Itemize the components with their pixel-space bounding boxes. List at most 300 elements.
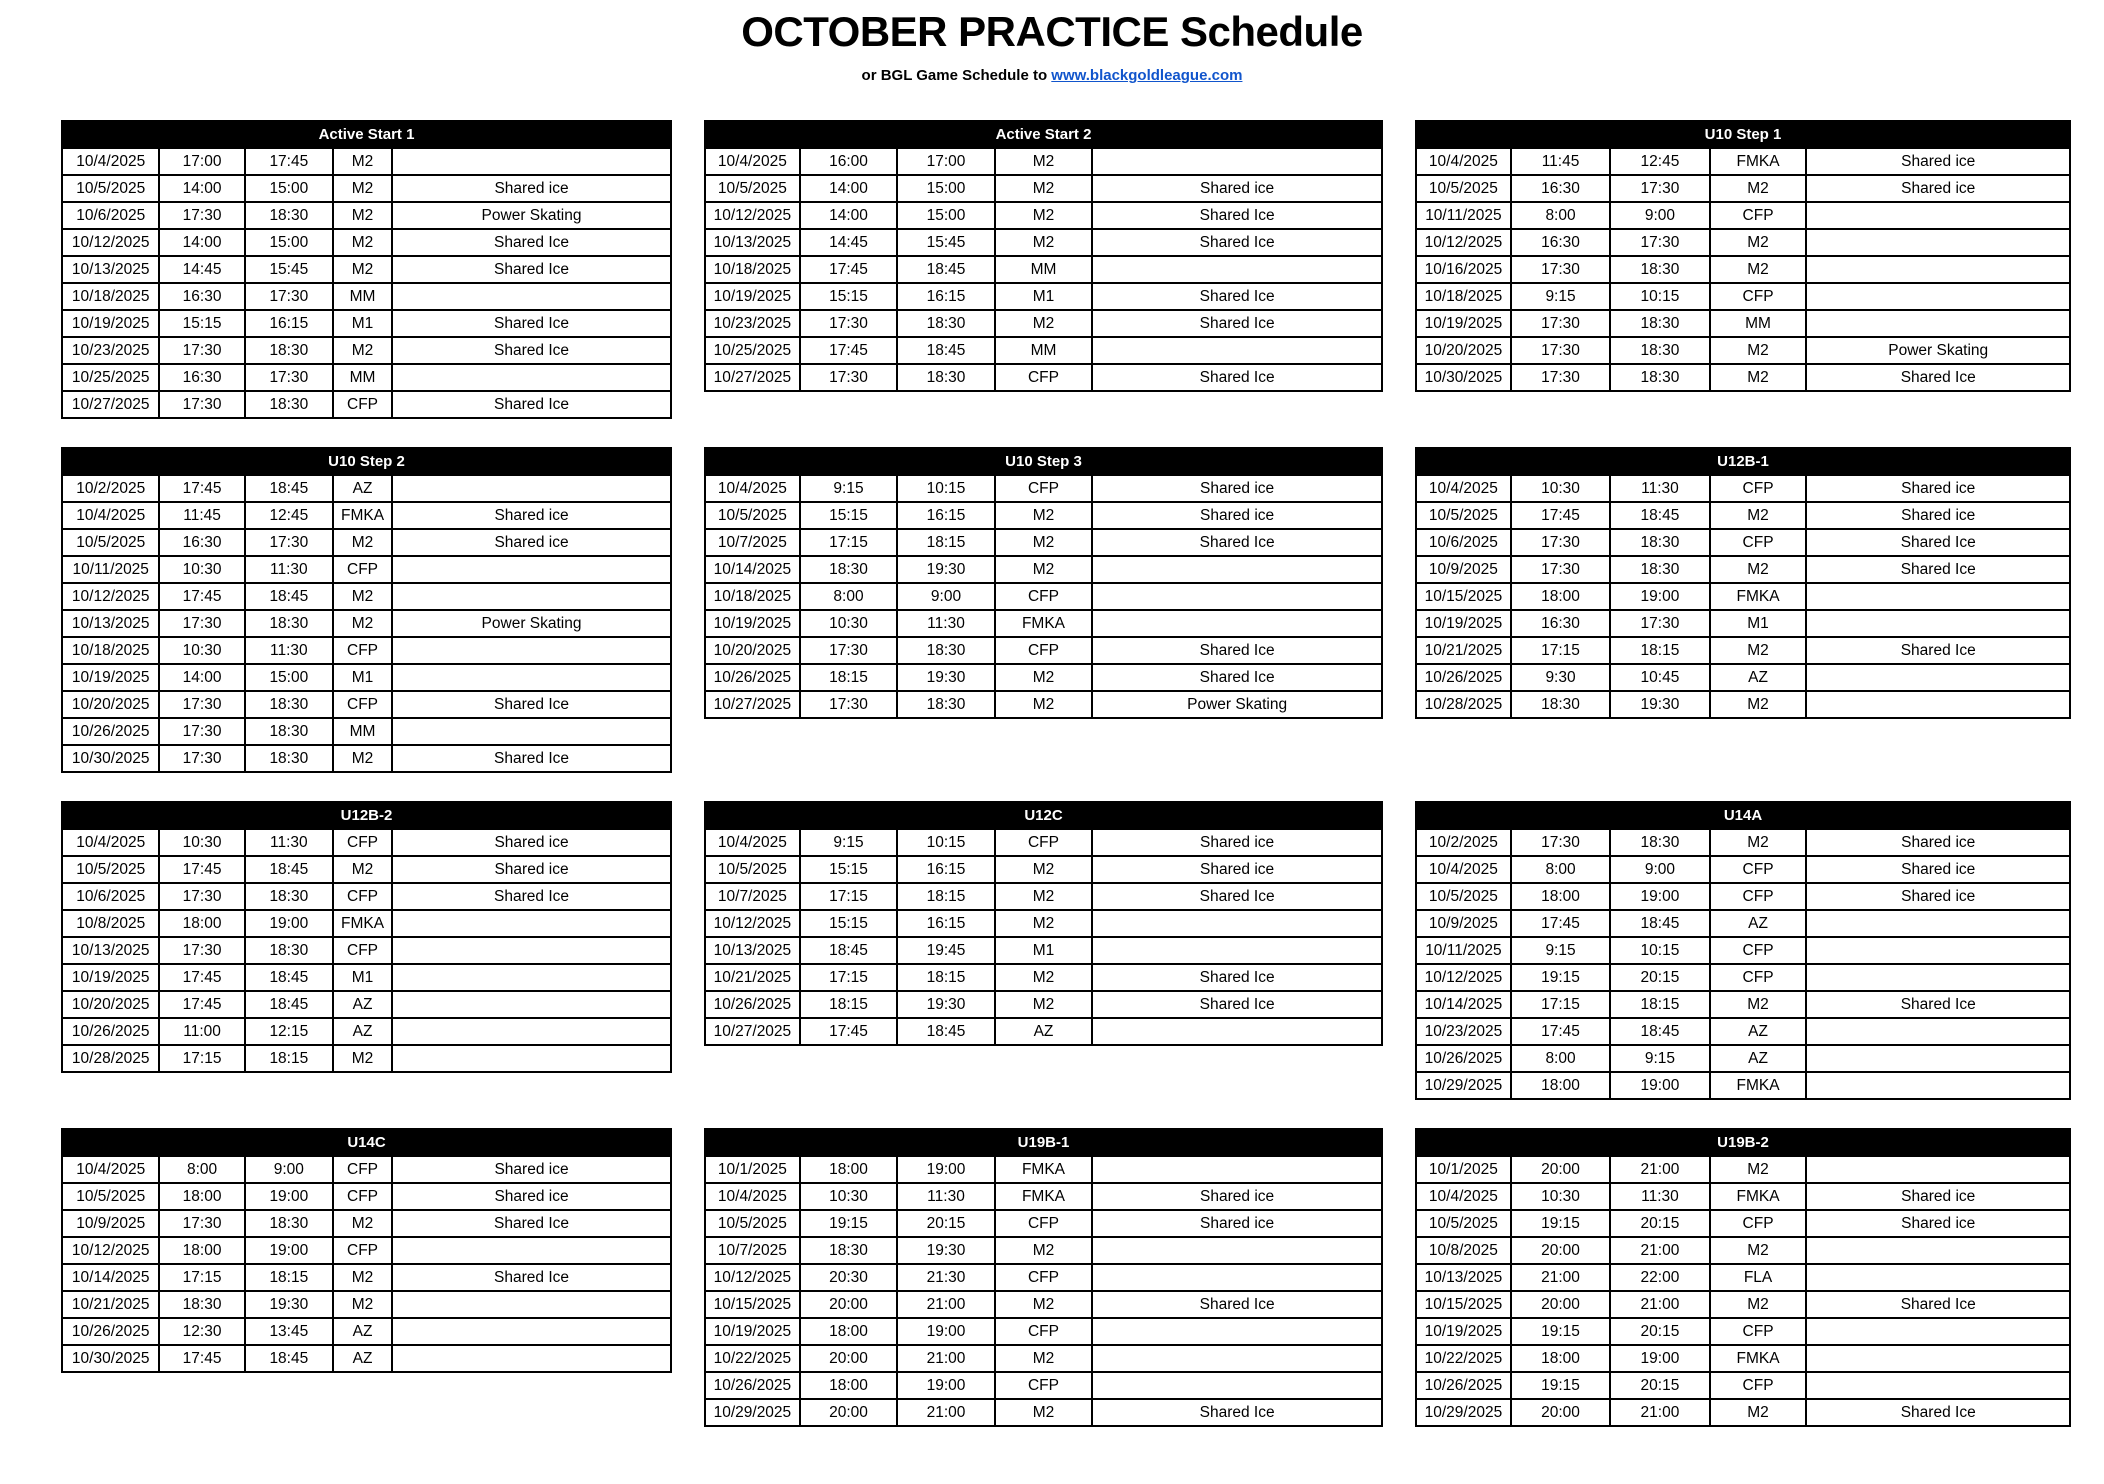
date-cell: 10/7/2025 [705,529,800,556]
start-time-cell: 10:30 [800,1183,897,1210]
end-time-cell: 19:00 [1610,883,1709,910]
start-time-cell: 14:45 [800,229,897,256]
date-cell: 10/15/2025 [1416,583,1511,610]
end-time-cell: 18:30 [1610,529,1709,556]
start-time-cell: 20:00 [800,1291,897,1318]
team-schedule-table [704,1128,1383,1427]
date-cell: 10/28/2025 [1416,691,1511,718]
note-cell [1806,1237,2070,1264]
end-time-cell: 19:00 [245,910,333,937]
note-cell: Shared Ice [392,337,671,364]
end-time-cell: 16:15 [897,856,994,883]
start-time-cell: 17:30 [1511,529,1610,556]
team-header-row [62,1129,671,1156]
note-cell: Shared Ice [392,1210,671,1237]
rink-cell: M2 [333,745,392,772]
schedule-row [1416,148,2070,175]
start-time-cell: 21:00 [1511,1264,1610,1291]
rink-cell: FMKA [333,502,392,529]
start-time-cell: 14:45 [159,256,244,283]
schedule-row [705,1372,1382,1399]
date-cell: 10/23/2025 [62,337,159,364]
start-time-cell: 20:00 [1511,1237,1610,1264]
rink-cell: FLA [1710,1264,1807,1291]
date-cell: 10/29/2025 [705,1399,800,1426]
date-cell: 10/19/2025 [705,1318,800,1345]
date-cell: 10/22/2025 [705,1345,800,1372]
date-cell: 10/26/2025 [1416,1372,1511,1399]
note-cell [1092,1318,1382,1345]
date-cell: 10/13/2025 [62,256,159,283]
date-cell: 10/20/2025 [62,691,159,718]
schedule-row [62,1045,671,1072]
note-cell: Shared ice [1092,1210,1382,1237]
team-schedule-table [61,447,672,773]
end-time-cell: 18:15 [1610,637,1709,664]
note-cell: Shared Ice [1092,310,1382,337]
rink-cell: M2 [995,1399,1092,1426]
note-cell: Shared ice [1806,475,2070,502]
rink-cell: AZ [333,1318,392,1345]
date-cell: 10/11/2025 [62,556,159,583]
rink-cell: M2 [995,229,1092,256]
start-time-cell: 9:15 [800,829,897,856]
rink-cell: M2 [333,148,392,175]
end-time-cell: 18:15 [245,1045,333,1072]
start-time-cell: 20:00 [1511,1399,1610,1426]
note-cell: Shared Ice [1806,364,2070,391]
schedule-row [62,829,671,856]
note-cell: Shared ice [1092,475,1382,502]
rink-cell: M2 [333,1264,392,1291]
schedule-row [1416,1183,2070,1210]
schedule-row [1416,337,2070,364]
schedule-row [1416,1318,2070,1345]
start-time-cell: 17:45 [800,1018,897,1045]
rink-cell: M2 [1710,556,1807,583]
team-schedule-table [704,120,1383,392]
end-time-cell: 16:15 [245,310,333,337]
rink-cell: CFP [1710,856,1807,883]
rink-cell: M2 [995,1345,1092,1372]
rink-cell: AZ [1710,1018,1807,1045]
rink-cell: M2 [995,502,1092,529]
start-time-cell: 18:15 [800,991,897,1018]
end-time-cell: 18:15 [897,964,994,991]
schedule-row [1416,991,2070,1018]
note-cell: Shared ice [1092,1183,1382,1210]
schedule-row [705,583,1382,610]
end-time-cell: 9:15 [1610,1045,1709,1072]
rink-cell: M2 [1710,502,1807,529]
end-time-cell: 18:45 [245,964,333,991]
rink-cell: M2 [995,691,1092,718]
league-schedule-link[interactable]: www.blackgoldleague.com [1051,67,1243,85]
start-time-cell: 17:30 [159,1210,244,1237]
team-schedule-table [1415,801,2071,1100]
date-cell: 10/25/2025 [62,364,159,391]
rink-cell: CFP [333,1156,392,1183]
rink-cell: FMKA [333,910,392,937]
end-time-cell: 20:15 [1610,1318,1709,1345]
note-cell [392,364,671,391]
start-time-cell: 17:30 [1511,829,1610,856]
schedule-row [1416,556,2070,583]
schedule-row [62,364,671,391]
end-time-cell: 15:00 [245,175,333,202]
start-time-cell: 12:30 [159,1318,244,1345]
schedule-row [62,1264,671,1291]
schedule-row [705,229,1382,256]
end-time-cell: 18:45 [897,1018,994,1045]
note-cell: Shared ice [1806,502,2070,529]
rink-cell: AZ [333,991,392,1018]
rink-cell: M2 [1710,637,1807,664]
team-name-header: U10 Step 1 [1416,121,2070,148]
schedule-row [62,1291,671,1318]
end-time-cell: 18:45 [245,991,333,1018]
end-time-cell: 21:00 [897,1399,994,1426]
schedule-row [62,964,671,991]
date-cell: 10/4/2025 [62,148,159,175]
end-time-cell: 9:00 [897,583,994,610]
team-name-header: Active Start 1 [62,121,671,148]
date-cell: 10/5/2025 [62,175,159,202]
rink-cell: CFP [995,583,1092,610]
note-cell [392,583,671,610]
start-time-cell: 17:30 [1511,256,1610,283]
end-time-cell: 21:00 [897,1345,994,1372]
date-cell: 10/20/2025 [1416,337,1511,364]
end-time-cell: 18:30 [245,337,333,364]
date-cell: 10/25/2025 [705,337,800,364]
rink-cell: CFP [995,1318,1092,1345]
note-cell: Shared Ice [1092,883,1382,910]
start-time-cell: 17:30 [800,364,897,391]
end-time-cell: 16:15 [897,502,994,529]
start-time-cell: 17:45 [159,475,244,502]
start-time-cell: 17:15 [1511,991,1610,1018]
date-cell: 10/26/2025 [1416,1045,1511,1072]
note-cell [1092,583,1382,610]
start-time-cell: 17:45 [1511,910,1610,937]
end-time-cell: 20:15 [1610,964,1709,991]
start-time-cell: 17:30 [1511,364,1610,391]
rink-cell: CFP [1710,1210,1807,1237]
note-cell: Shared ice [392,1183,671,1210]
rink-cell: CFP [333,883,392,910]
team-name-header: U14C [62,1129,671,1156]
rink-cell: M2 [1710,829,1807,856]
end-time-cell: 18:30 [897,310,994,337]
rink-cell: MM [333,283,392,310]
start-time-cell: 20:30 [800,1264,897,1291]
note-cell: Shared ice [1806,1183,2070,1210]
schedule-row [62,910,671,937]
date-cell: 10/11/2025 [1416,937,1511,964]
end-time-cell: 16:15 [897,910,994,937]
rink-cell: M2 [333,256,392,283]
start-time-cell: 16:30 [1511,610,1610,637]
schedule-row [1416,964,2070,991]
note-cell [1806,964,2070,991]
date-cell: 10/12/2025 [1416,229,1511,256]
date-cell: 10/13/2025 [705,937,800,964]
rink-cell: CFP [995,1210,1092,1237]
rink-cell: M2 [1710,256,1807,283]
note-cell [392,283,671,310]
schedule-row [705,991,1382,1018]
end-time-cell: 18:30 [1610,829,1709,856]
rink-cell: CFP [995,364,1092,391]
date-cell: 10/2/2025 [1416,829,1511,856]
date-cell: 10/19/2025 [62,664,159,691]
team-header-row [705,448,1382,475]
schedule-row [62,148,671,175]
start-time-cell: 8:00 [800,583,897,610]
note-cell: Power Skating [1092,691,1382,718]
date-cell: 10/5/2025 [1416,175,1511,202]
date-cell: 10/12/2025 [62,229,159,256]
schedule-row [705,529,1382,556]
schedule-row [1416,310,2070,337]
note-cell: Shared ice [1806,175,2070,202]
date-cell: 10/4/2025 [1416,148,1511,175]
note-cell: Shared Ice [392,256,671,283]
end-time-cell: 19:30 [897,664,994,691]
schedule-row [1416,910,2070,937]
rink-cell: M2 [995,529,1092,556]
start-time-cell: 17:45 [800,337,897,364]
date-cell: 10/14/2025 [1416,991,1511,1018]
schedule-row [62,664,671,691]
start-time-cell: 16:00 [800,148,897,175]
rink-cell: M2 [1710,1237,1807,1264]
start-time-cell: 17:30 [800,637,897,664]
note-cell [392,1045,671,1072]
note-cell: Shared ice [1092,175,1382,202]
schedule-row [62,502,671,529]
team-schedule-table [704,447,1383,719]
note-cell: Shared ice [1806,856,2070,883]
start-time-cell: 16:30 [1511,175,1610,202]
end-time-cell: 18:15 [245,1264,333,1291]
team-schedule-table [61,120,672,419]
note-cell: Shared Ice [1806,991,2070,1018]
rink-cell: M2 [995,964,1092,991]
end-time-cell: 21:00 [1610,1156,1709,1183]
rink-cell: M2 [1710,229,1807,256]
note-cell: Shared ice [1806,829,2070,856]
note-cell: Shared ice [392,829,671,856]
schedule-row [705,202,1382,229]
rink-cell: M2 [1710,1156,1807,1183]
start-time-cell: 20:00 [1511,1291,1610,1318]
end-time-cell: 18:30 [245,1210,333,1237]
team-header-row [705,1129,1382,1156]
start-time-cell: 10:30 [159,637,244,664]
date-cell: 10/5/2025 [1416,502,1511,529]
schedule-row [1416,1210,2070,1237]
date-cell: 10/30/2025 [62,1345,159,1372]
start-time-cell: 18:00 [1511,583,1610,610]
rink-cell: CFP [333,1237,392,1264]
note-cell: Shared Ice [392,883,671,910]
start-time-cell: 19:15 [1511,1318,1610,1345]
rink-cell: CFP [333,691,392,718]
date-cell: 10/18/2025 [62,637,159,664]
date-cell: 10/6/2025 [1416,529,1511,556]
schedule-row [1416,283,2070,310]
rink-cell: FMKA [995,610,1092,637]
rink-cell: M1 [333,664,392,691]
schedule-row [705,610,1382,637]
note-cell: Shared Ice [1092,202,1382,229]
start-time-cell: 19:15 [800,1210,897,1237]
schedule-row [1416,1399,2070,1426]
note-cell [1092,610,1382,637]
team-header-row [1416,121,2070,148]
start-time-cell: 17:45 [159,991,244,1018]
start-time-cell: 17:15 [800,883,897,910]
date-cell: 10/8/2025 [1416,1237,1511,1264]
team-schedule-table [61,801,672,1073]
team-name-header: U12C [705,802,1382,829]
end-time-cell: 15:00 [245,664,333,691]
end-time-cell: 11:30 [1610,1183,1709,1210]
note-cell [1806,1264,2070,1291]
start-time-cell: 17:45 [159,583,244,610]
start-time-cell: 17:30 [159,745,244,772]
note-cell [392,556,671,583]
start-time-cell: 17:15 [800,529,897,556]
schedule-row [705,1399,1382,1426]
note-cell: Shared Ice [392,745,671,772]
note-cell: Shared ice [392,529,671,556]
start-time-cell: 18:00 [159,1183,244,1210]
schedule-row [1416,1291,2070,1318]
start-time-cell: 18:00 [159,1237,244,1264]
end-time-cell: 15:00 [897,175,994,202]
note-cell [1092,256,1382,283]
start-time-cell: 17:30 [159,937,244,964]
start-time-cell: 15:15 [800,283,897,310]
rink-cell: MM [995,337,1092,364]
note-cell [1092,1156,1382,1183]
date-cell: 10/5/2025 [62,856,159,883]
note-cell: Shared Ice [392,391,671,418]
note-cell: Shared ice [1092,502,1382,529]
schedule-row [1416,1072,2070,1099]
note-cell [392,1291,671,1318]
rink-cell: FMKA [1710,1072,1807,1099]
end-time-cell: 19:00 [897,1372,994,1399]
rink-cell: MM [333,364,392,391]
start-time-cell: 17:30 [1511,337,1610,364]
note-cell [392,475,671,502]
schedule-row [1416,502,2070,529]
team-name-header: Active Start 2 [705,121,1382,148]
end-time-cell: 19:00 [897,1318,994,1345]
note-cell [392,910,671,937]
rink-cell: M2 [333,610,392,637]
schedule-row [62,202,671,229]
rink-cell: M2 [333,1210,392,1237]
end-time-cell: 19:00 [1610,1072,1709,1099]
date-cell: 10/21/2025 [705,964,800,991]
schedule-row [62,610,671,637]
rink-cell: MM [1710,310,1807,337]
schedule-row [705,256,1382,283]
rink-cell: CFP [1710,283,1807,310]
end-time-cell: 18:45 [897,337,994,364]
schedule-row [705,1345,1382,1372]
date-cell: 10/20/2025 [62,991,159,1018]
schedule-row [705,856,1382,883]
rink-cell: CFP [995,475,1092,502]
note-cell: Shared Ice [1092,529,1382,556]
start-time-cell: 20:00 [800,1345,897,1372]
date-cell: 10/30/2025 [1416,364,1511,391]
note-cell: Shared Ice [1092,1399,1382,1426]
date-cell: 10/26/2025 [705,991,800,1018]
end-time-cell: 19:00 [1610,583,1709,610]
date-cell: 10/2/2025 [62,475,159,502]
rink-cell: M1 [995,283,1092,310]
end-time-cell: 15:45 [897,229,994,256]
end-time-cell: 15:45 [245,256,333,283]
date-cell: 10/13/2025 [62,610,159,637]
note-cell: Shared ice [392,175,671,202]
start-time-cell: 16:30 [1511,229,1610,256]
schedule-row [705,148,1382,175]
start-time-cell: 17:45 [159,856,244,883]
end-time-cell: 18:30 [245,610,333,637]
date-cell: 10/4/2025 [705,1183,800,1210]
rink-cell: CFP [995,1264,1092,1291]
note-cell: Shared Ice [392,1264,671,1291]
end-time-cell: 17:30 [245,529,333,556]
team-schedule-table [704,801,1383,1046]
date-cell: 10/1/2025 [705,1156,800,1183]
schedule-row [62,937,671,964]
rink-cell: FMKA [995,1183,1092,1210]
date-cell: 10/9/2025 [1416,910,1511,937]
schedule-row [705,502,1382,529]
team-schedule-table [1415,120,2071,392]
end-time-cell: 12:15 [245,1018,333,1045]
rink-cell: M2 [995,991,1092,1018]
schedule-row [705,829,1382,856]
team-header-row [1416,802,2070,829]
note-cell [1806,229,2070,256]
end-time-cell: 18:30 [245,718,333,745]
date-cell: 10/27/2025 [705,1018,800,1045]
date-cell: 10/8/2025 [62,910,159,937]
end-time-cell: 11:30 [245,556,333,583]
start-time-cell: 17:30 [1511,310,1610,337]
note-cell [1806,583,2070,610]
end-time-cell: 9:00 [245,1156,333,1183]
rink-cell: M2 [995,175,1092,202]
end-time-cell: 18:30 [245,937,333,964]
date-cell: 10/4/2025 [62,1156,159,1183]
team-name-header: U12B-2 [62,802,671,829]
end-time-cell: 10:45 [1610,664,1709,691]
note-cell: Shared Ice [1092,1291,1382,1318]
start-time-cell: 16:30 [159,529,244,556]
note-cell: Shared Ice [1806,529,2070,556]
